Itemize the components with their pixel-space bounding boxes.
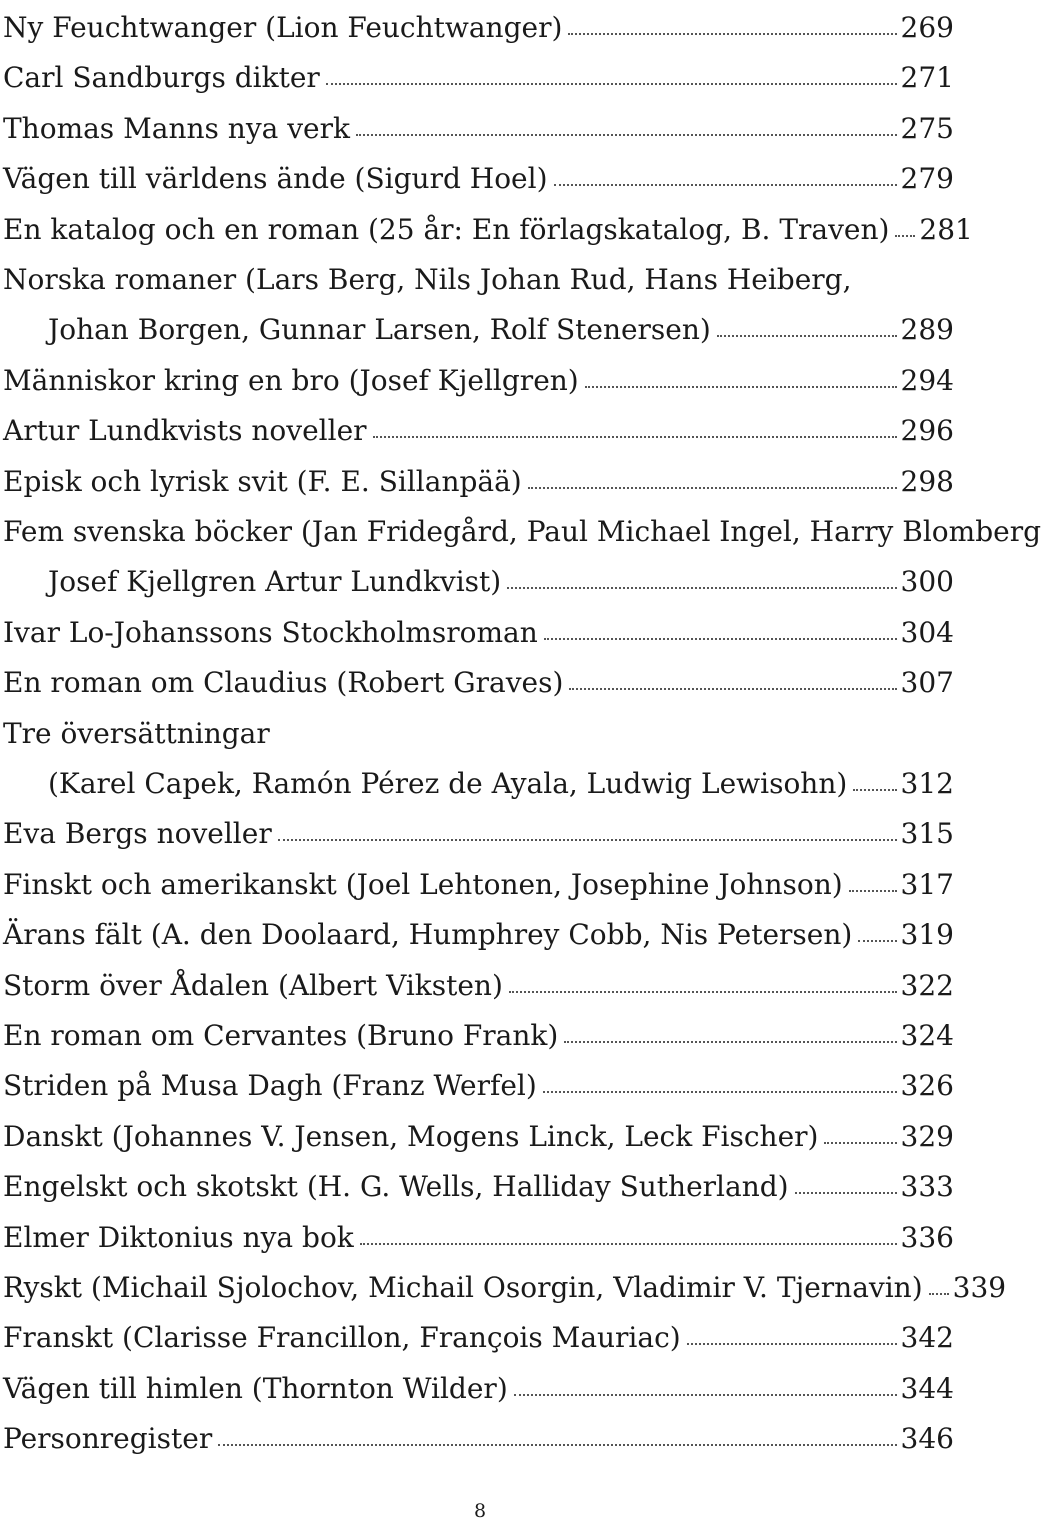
toc-entry-page: 298 [900,464,954,498]
toc-entry-line [0,1000,960,1050]
toc-entry-title: Engelskt och skotskt (H. G. Wells, Halliday Sutherland) [3,1170,789,1204]
toc-entry-title: Ryskt (Michail Sjolochov, Michail Osorgin, Vladimir V. Tjernavin) [3,1271,923,1304]
toc-entry-line [0,1151,960,1204]
toc-entry-line [0,1252,1007,1304]
toc-entry-page: 307 [900,666,954,700]
toc-entry-line [0,597,960,647]
toc-entry-title: Norska romaner (Lars Berg, Nils Johan Rud, Hans Heiberg, [3,263,852,296]
dot-leader [544,638,897,640]
toc-entry-page: 326 [900,1069,954,1103]
toc-entry-page: 300 [900,565,954,599]
toc-entry-title: Ivar Lo-Johanssons Stockholmsroman [3,615,538,649]
dot-leader [717,335,897,337]
dot-leader [824,1142,896,1144]
toc-entry-title: Carl Sandburgs dikter [3,61,320,95]
dot-leader [528,487,897,489]
toc-entry-page: 279 [900,162,954,196]
toc-entry-title: Artur Lundkvists noveller [3,414,367,448]
toc-entry-line [0,647,960,700]
toc-entry-page: 346 [900,1422,954,1456]
toc-entry-title: Thomas Manns nya verk [3,111,350,145]
toc-entry-title: Människor kring en bro (Josef Kjellgren) [3,363,579,397]
toc-entry-title: Vägen till himlen (Thornton Wilder) [3,1371,508,1405]
toc-entry-line [0,1403,960,1456]
toc-entry-line [0,42,960,95]
dot-leader [564,1041,896,1043]
dot-leader [895,235,915,237]
toc-entry-line [0,345,960,395]
dot-leader [543,1091,897,1093]
toc-entry-line [0,93,960,143]
toc-entry-continuation [0,546,960,599]
dot-leader [509,991,897,993]
dot-leader [360,1243,897,1245]
toc-entry-line [0,950,960,1000]
toc-entry-title: En roman om Claudius (Robert Graves) [3,666,564,700]
toc-entry-page: 336 [900,1220,954,1254]
toc-entry-page: 329 [900,1119,954,1153]
dot-leader [858,940,896,942]
toc-entry-title: En roman om Cervantes (Bruno Frank) [3,1019,559,1052]
toc-entry-title: Finskt och amerikanskt (Joel Lehtonen, Josephine Johnson) [3,867,843,901]
toc-entry-page: 269 [900,11,954,44]
toc-entry-page: 296 [900,414,954,448]
toc-entry-continuation [0,294,960,347]
toc-entry-title: Johan Borgen, Gunnar Larsen, Rolf Stenersen) [48,313,711,347]
toc-entry-title: Personregister [3,1422,213,1456]
toc-entry-line [0,849,960,899]
toc-entry-line [0,244,960,294]
toc-entry-page: 324 [900,1019,954,1052]
page-number: 8 [473,1500,487,1522]
toc-entry-line [0,1353,960,1403]
toc-entry-line [0,698,960,748]
toc-entry-page: 342 [900,1321,954,1355]
toc-entry-title: Elmer Diktonius nya bok [3,1220,354,1254]
dot-leader [514,1394,897,1396]
toc-entry-page: 294 [900,363,954,397]
toc-entry-page: 344 [900,1371,954,1405]
toc-entry-page: 281 [919,212,973,246]
dot-leader [278,839,897,841]
dot-leader [929,1293,949,1295]
dot-leader [326,83,897,85]
toc-entry-line [0,395,960,448]
toc-entry-page: 275 [900,111,954,145]
toc-entry-page: 319 [900,918,954,952]
dot-leader [795,1192,897,1194]
dot-leader [569,688,896,690]
toc-entry-page: 339 [952,1271,1007,1304]
toc-entry-line [0,446,960,496]
dot-leader [853,789,896,791]
dot-leader [507,587,896,589]
toc-entry-title: Tre översättningar [3,716,270,750]
toc-entry-title: Josef Kjellgren Artur Lundkvist) [48,565,502,599]
toc-entry-title: Ny Feuchtwanger (Lion Feuchtwanger) [3,11,563,44]
toc-entry-title: En katalog och en roman (25 år: En förlagskatalog, B. Traven) [3,212,890,246]
toc-entry-line [0,899,960,952]
toc-entry-page: 317 [900,867,954,901]
toc-entry-title: Vägen till världens ände (Sigurd Hoel) [3,162,548,196]
dot-leader [585,386,897,388]
dot-leader [849,890,897,892]
dot-leader [373,436,897,438]
toc-entry-title: Fem svenska böcker (Jan Fridegård, Paul Michael Ingel, Harry Blomberg [3,515,1041,548]
toc-entry-line [0,1050,960,1103]
toc-entry-line [0,798,960,851]
toc-entry-line [0,1101,960,1151]
toc-entry-line [0,143,960,196]
toc-entry-title: (Karel Capek, Ramón Pérez de Ayala, Ludwig Lewisohn) [48,767,848,800]
toc-entry-page: 312 [900,767,954,800]
toc-entry-title: Ärans fält (A. den Doolaard, Humphrey Cobb, Nis Petersen) [3,918,853,952]
toc-entry-title: Striden på Musa Dagh (Franz Werfel) [3,1069,537,1103]
dot-leader [218,1444,896,1446]
toc-entry-line [0,194,973,246]
toc-entry-page: 333 [900,1170,954,1204]
toc-entry-line [0,1202,960,1252]
toc-entry-page: 271 [900,61,954,95]
toc-entry-page: 289 [900,313,954,347]
toc-entry-title: Eva Bergs noveller [3,817,272,851]
toc-entry-continuation [0,748,960,798]
dot-leader [568,33,896,35]
toc-entry-title: Franskt (Clarisse Francillon, François Mauriac) [3,1321,681,1355]
toc-entry-line [0,1302,960,1355]
toc-entry-title: Episk och lyrisk svit (F. E. Sillanpää) [3,464,522,498]
toc-entry-line [0,0,960,42]
toc-entry-page: 304 [900,615,954,649]
toc-entry-page: 322 [900,968,954,1002]
dot-leader [554,184,897,186]
toc-entry-page: 315 [900,817,954,851]
toc-entry-line [0,496,1041,548]
dot-leader [687,1343,897,1345]
dot-leader [356,134,897,136]
toc-entry-title: Danskt (Johannes V. Jensen, Mogens Linck, Leck Fischer) [3,1119,819,1153]
toc-entry-title: Storm över Ådalen (Albert Viksten) [3,968,503,1002]
